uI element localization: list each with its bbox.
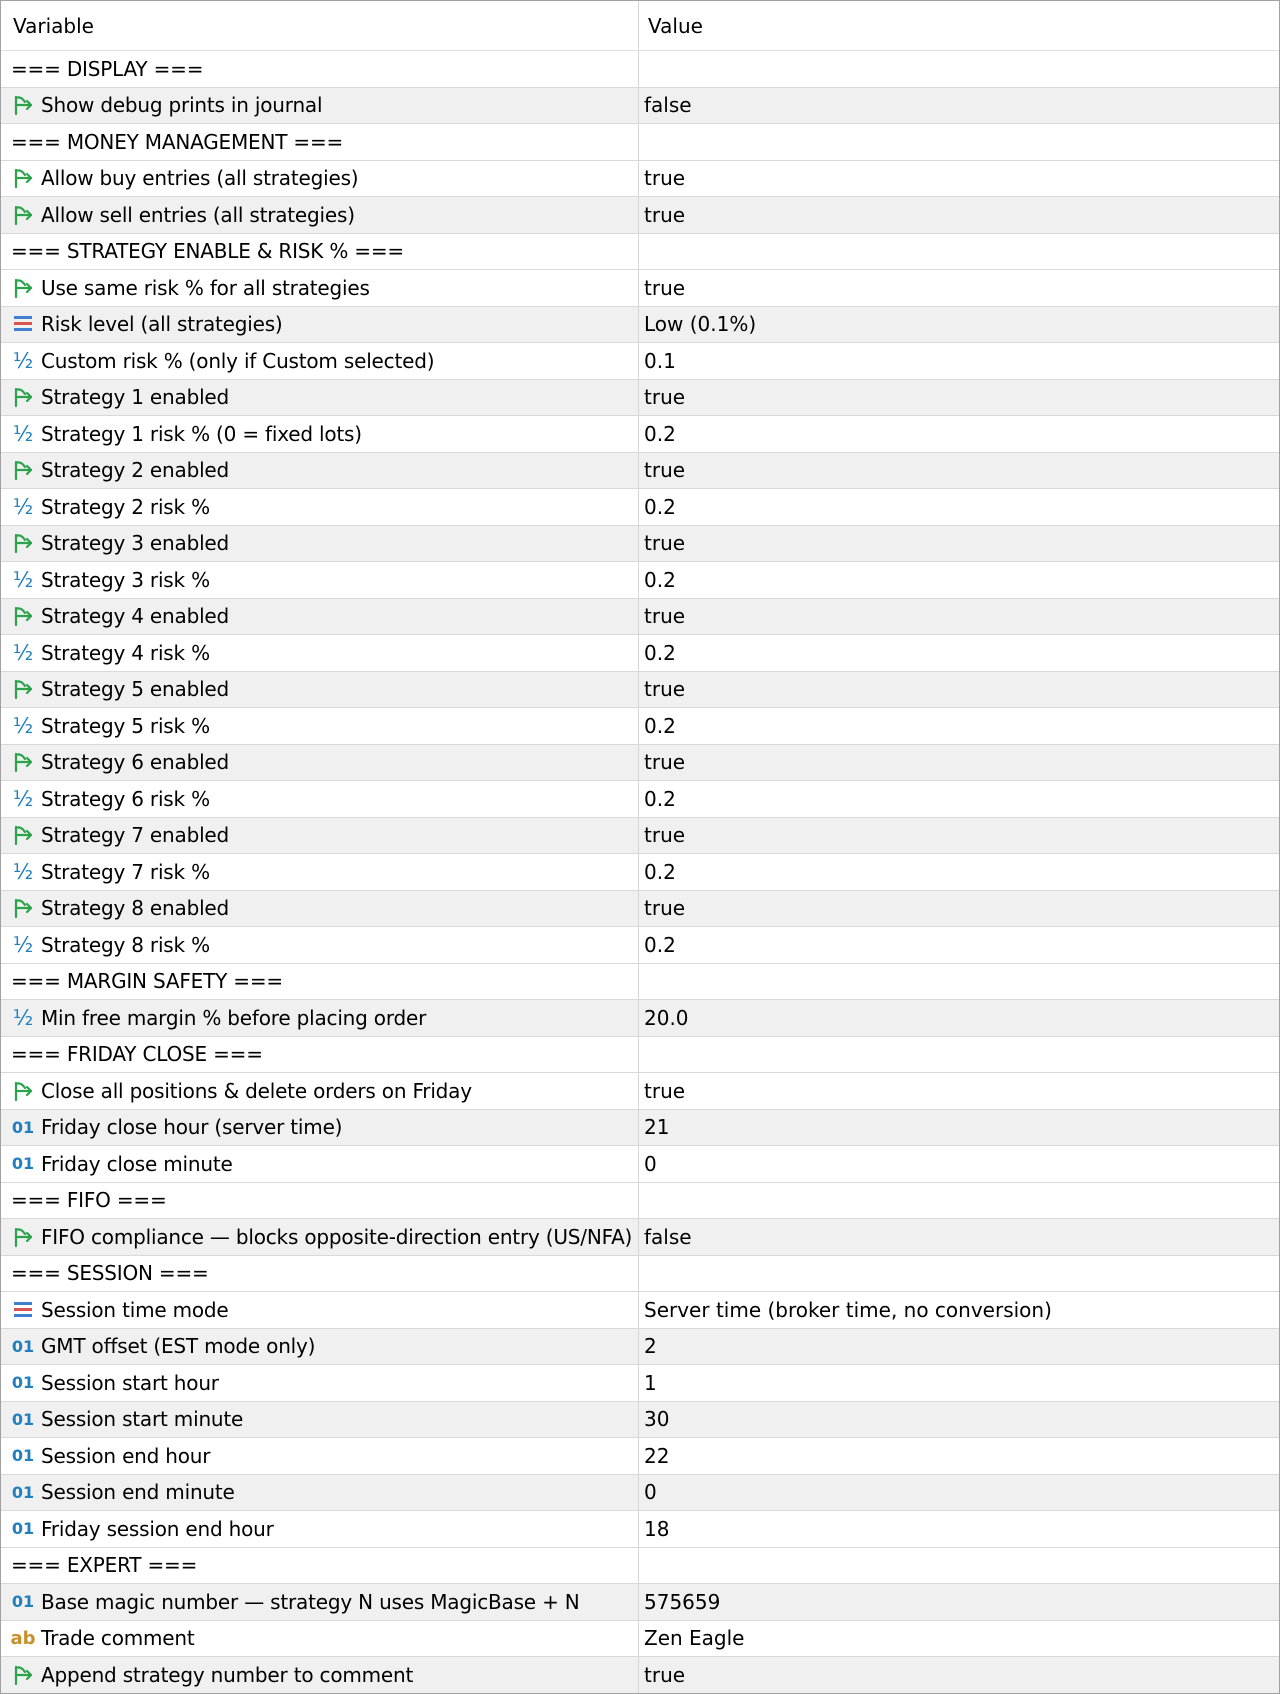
variable-cell bbox=[1, 1183, 639, 1219]
input-row[interactable] bbox=[1, 489, 1279, 526]
column-header-value[interactable]: Value bbox=[648, 13, 703, 38]
input-row[interactable] bbox=[1, 1438, 1279, 1475]
value-cell[interactable]: false bbox=[644, 93, 692, 118]
variable-label: GMT offset (EST mode only) bbox=[41, 1334, 316, 1359]
variable-cell bbox=[1, 562, 639, 598]
variable-cell bbox=[1, 526, 639, 562]
value-cell[interactable]: 575659 bbox=[644, 1589, 721, 1614]
input-row[interactable] bbox=[1, 1329, 1279, 1366]
variable-cell bbox=[1, 1073, 639, 1109]
double-half-icon: ½ bbox=[12, 932, 34, 957]
value-cell[interactable]: true bbox=[644, 604, 686, 629]
value-cell[interactable]: 0.2 bbox=[644, 494, 676, 519]
input-row[interactable] bbox=[1, 1365, 1279, 1402]
value-cell bbox=[639, 1037, 1279, 1073]
variable-label: Strategy 3 risk % bbox=[41, 567, 210, 592]
variable-label: Trade comment bbox=[41, 1626, 195, 1651]
grid-rows bbox=[1, 51, 1279, 1694]
variable-cell bbox=[1, 124, 639, 160]
input-row[interactable] bbox=[1, 1146, 1279, 1183]
double-half-icon: ½ bbox=[12, 494, 34, 519]
variable-cell bbox=[1, 599, 639, 635]
section-label: === MARGIN SAFETY === bbox=[11, 969, 283, 994]
input-row[interactable] bbox=[1, 854, 1279, 891]
variable-label: Risk level (all strategies) bbox=[41, 312, 283, 337]
value-cell[interactable]: false bbox=[644, 1224, 692, 1249]
input-row[interactable] bbox=[1, 197, 1279, 234]
input-row[interactable] bbox=[1, 781, 1279, 818]
input-row[interactable] bbox=[1, 562, 1279, 599]
value-cell[interactable]: true bbox=[644, 202, 686, 227]
value-cell[interactable]: 0 bbox=[644, 1480, 657, 1505]
integer-01-icon: 01 bbox=[11, 1154, 35, 1174]
variable-cell bbox=[1, 891, 639, 927]
value-cell bbox=[639, 124, 1279, 160]
value-cell[interactable]: true bbox=[644, 275, 686, 300]
variable-cell bbox=[1, 51, 639, 87]
value-cell[interactable]: true bbox=[644, 677, 686, 702]
value-cell[interactable]: Zen Eagle bbox=[644, 1626, 745, 1651]
variable-cell bbox=[1, 307, 639, 343]
input-row[interactable] bbox=[1, 307, 1279, 344]
variable-label: Strategy 8 risk % bbox=[41, 932, 210, 957]
value-cell[interactable]: true bbox=[644, 385, 686, 410]
variable-cell bbox=[1, 927, 639, 963]
variable-cell bbox=[1, 1365, 639, 1401]
variable-cell bbox=[1, 197, 639, 233]
input-row[interactable] bbox=[1, 891, 1279, 928]
input-row[interactable] bbox=[1, 88, 1279, 125]
variable-label: Strategy 6 risk % bbox=[41, 786, 210, 811]
value-cell[interactable]: 0.2 bbox=[644, 421, 676, 446]
value-cell bbox=[639, 1256, 1279, 1292]
input-row[interactable] bbox=[1, 708, 1279, 745]
value-cell[interactable]: 1 bbox=[644, 1370, 657, 1395]
variable-cell bbox=[1, 1037, 639, 1073]
variable-label: Custom risk % (only if Custom selected) bbox=[41, 348, 435, 373]
bool-arrow-icon bbox=[11, 93, 35, 117]
variable-label: Strategy 2 enabled bbox=[41, 458, 230, 483]
value-cell[interactable]: true bbox=[644, 458, 686, 483]
value-cell[interactable]: 0.2 bbox=[644, 932, 676, 957]
input-row[interactable] bbox=[1, 599, 1279, 636]
section-row bbox=[1, 124, 1279, 161]
grid-header bbox=[1, 1, 1279, 51]
value-cell[interactable]: 0.2 bbox=[644, 567, 676, 592]
variable-label: Append strategy number to comment bbox=[41, 1662, 414, 1687]
variable-label: Friday session end hour bbox=[41, 1516, 274, 1541]
variable-cell bbox=[1, 1219, 639, 1255]
variable-cell bbox=[1, 1548, 639, 1584]
input-row[interactable] bbox=[1, 1000, 1279, 1037]
value-cell[interactable]: 30 bbox=[644, 1407, 670, 1432]
variable-cell bbox=[1, 745, 639, 781]
value-cell[interactable]: true bbox=[644, 750, 686, 775]
bool-arrow-icon bbox=[11, 677, 35, 701]
value-cell bbox=[639, 1548, 1279, 1584]
section-label: === SESSION === bbox=[11, 1261, 209, 1286]
section-row bbox=[1, 1183, 1279, 1220]
variable-cell bbox=[1, 1584, 639, 1620]
variable-cell bbox=[1, 1511, 639, 1547]
variable-cell bbox=[1, 234, 639, 270]
value-cell bbox=[639, 1183, 1279, 1219]
input-row[interactable] bbox=[1, 1511, 1279, 1548]
variable-cell bbox=[1, 1146, 639, 1182]
double-half-icon: ½ bbox=[12, 1005, 34, 1030]
double-half-icon: ½ bbox=[12, 786, 34, 811]
variable-cell bbox=[1, 1110, 639, 1146]
section-label: === MONEY MANAGEMENT === bbox=[11, 129, 344, 154]
section-row bbox=[1, 964, 1279, 1001]
value-cell[interactable]: 0.2 bbox=[644, 786, 676, 811]
section-row bbox=[1, 1548, 1279, 1585]
variable-label: Session start minute bbox=[41, 1407, 244, 1432]
value-cell[interactable]: true bbox=[644, 1078, 686, 1103]
variable-cell bbox=[1, 1438, 639, 1474]
input-row[interactable] bbox=[1, 1475, 1279, 1512]
variable-cell bbox=[1, 854, 639, 890]
integer-01-icon: 01 bbox=[11, 1373, 35, 1393]
variable-label: Strategy 8 enabled bbox=[41, 896, 230, 921]
section-label: === FRIDAY CLOSE === bbox=[11, 1042, 263, 1067]
variable-label: Strategy 6 enabled bbox=[41, 750, 230, 775]
variable-label: Allow sell entries (all strategies) bbox=[41, 202, 355, 227]
double-half-icon: ½ bbox=[12, 713, 34, 738]
value-cell[interactable]: 0.1 bbox=[644, 348, 676, 373]
variable-label: Close all positions & delete orders on Friday bbox=[41, 1078, 472, 1103]
variable-cell bbox=[1, 1000, 639, 1036]
section-row bbox=[1, 1037, 1279, 1074]
bool-arrow-icon bbox=[11, 823, 35, 847]
variable-label: Strategy 5 risk % bbox=[41, 713, 210, 738]
variable-cell bbox=[1, 489, 639, 525]
bool-arrow-icon bbox=[11, 276, 35, 300]
section-label: === FIFO === bbox=[11, 1188, 167, 1213]
bool-arrow-icon bbox=[11, 166, 35, 190]
variable-cell bbox=[1, 1657, 639, 1693]
value-cell[interactable]: 20.0 bbox=[644, 1005, 689, 1030]
integer-01-icon: 01 bbox=[11, 1446, 35, 1466]
input-row[interactable] bbox=[1, 1219, 1279, 1256]
value-cell[interactable]: 0.2 bbox=[644, 640, 676, 665]
integer-01-icon: 01 bbox=[11, 1409, 35, 1429]
section-label: === EXPERT === bbox=[11, 1553, 198, 1578]
double-half-icon: ½ bbox=[12, 567, 34, 592]
variable-cell bbox=[1, 270, 639, 306]
variable-label: Strategy 7 risk % bbox=[41, 859, 210, 884]
value-cell bbox=[639, 51, 1279, 87]
input-row[interactable] bbox=[1, 1657, 1279, 1694]
value-cell[interactable]: Server time (broker time, no conversion) bbox=[644, 1297, 1052, 1322]
variable-cell bbox=[1, 343, 639, 379]
bool-arrow-icon bbox=[11, 385, 35, 409]
variable-label: Session time mode bbox=[41, 1297, 229, 1322]
variable-label: Strategy 1 enabled bbox=[41, 385, 230, 410]
double-half-icon: ½ bbox=[12, 640, 34, 665]
variable-label: Strategy 1 risk % (0 = fixed lots) bbox=[41, 421, 362, 446]
bool-arrow-icon bbox=[11, 203, 35, 227]
integer-01-icon: 01 bbox=[11, 1592, 35, 1612]
input-row[interactable] bbox=[1, 745, 1279, 782]
variable-label: Friday close hour (server time) bbox=[41, 1115, 343, 1140]
variable-label: Show debug prints in journal bbox=[41, 93, 323, 118]
value-cell[interactable]: Low (0.1%) bbox=[644, 312, 757, 337]
value-cell[interactable]: 0.2 bbox=[644, 859, 676, 884]
value-cell[interactable]: true bbox=[644, 166, 686, 191]
value-cell[interactable]: 18 bbox=[644, 1516, 670, 1541]
variable-label: Strategy 4 enabled bbox=[41, 604, 230, 629]
value-cell[interactable]: true bbox=[644, 823, 686, 848]
value-cell bbox=[639, 964, 1279, 1000]
input-row[interactable] bbox=[1, 270, 1279, 307]
value-cell[interactable]: true bbox=[644, 896, 686, 921]
input-row[interactable] bbox=[1, 526, 1279, 563]
input-row[interactable] bbox=[1, 1292, 1279, 1329]
variable-cell bbox=[1, 708, 639, 744]
variable-label: Session start hour bbox=[41, 1370, 219, 1395]
variable-cell bbox=[1, 635, 639, 671]
double-half-icon: ½ bbox=[12, 421, 34, 446]
value-cell[interactable]: 22 bbox=[644, 1443, 670, 1468]
integer-01-icon: 01 bbox=[11, 1117, 35, 1137]
bool-arrow-icon bbox=[11, 896, 35, 920]
input-row[interactable] bbox=[1, 1584, 1279, 1621]
input-row[interactable] bbox=[1, 635, 1279, 672]
input-row[interactable] bbox=[1, 818, 1279, 855]
section-row bbox=[1, 1256, 1279, 1293]
bool-arrow-icon bbox=[11, 531, 35, 555]
bool-arrow-icon bbox=[11, 1663, 35, 1687]
input-row[interactable] bbox=[1, 380, 1279, 417]
variable-label: Session end minute bbox=[41, 1480, 235, 1505]
variable-label: Min free margin % before placing order bbox=[41, 1005, 427, 1030]
integer-01-icon: 01 bbox=[11, 1519, 35, 1539]
enum-list-icon bbox=[11, 1298, 35, 1322]
input-row[interactable] bbox=[1, 161, 1279, 198]
value-cell[interactable]: 0 bbox=[644, 1151, 657, 1176]
variable-cell bbox=[1, 672, 639, 708]
variable-cell bbox=[1, 781, 639, 817]
input-row[interactable] bbox=[1, 1621, 1279, 1658]
variable-cell bbox=[1, 88, 639, 124]
variable-label: Friday close minute bbox=[41, 1151, 233, 1176]
input-row[interactable] bbox=[1, 453, 1279, 490]
variable-cell bbox=[1, 1256, 639, 1292]
enum-list-icon bbox=[11, 312, 35, 336]
variable-cell bbox=[1, 1621, 639, 1657]
value-cell[interactable]: 21 bbox=[644, 1115, 670, 1140]
variable-cell bbox=[1, 453, 639, 489]
input-row[interactable] bbox=[1, 672, 1279, 709]
input-row[interactable] bbox=[1, 927, 1279, 964]
variable-label: Session end hour bbox=[41, 1443, 211, 1468]
variable-label: Strategy 3 enabled bbox=[41, 531, 230, 556]
integer-01-icon: 01 bbox=[11, 1336, 35, 1356]
input-row[interactable] bbox=[1, 1402, 1279, 1439]
section-row bbox=[1, 234, 1279, 271]
value-cell[interactable]: true bbox=[644, 531, 686, 556]
bool-arrow-icon bbox=[11, 1225, 35, 1249]
bool-arrow-icon bbox=[11, 458, 35, 482]
variable-cell bbox=[1, 416, 639, 452]
variable-cell bbox=[1, 380, 639, 416]
value-cell bbox=[639, 234, 1279, 270]
integer-01-icon: 01 bbox=[11, 1482, 35, 1502]
bool-arrow-icon bbox=[11, 604, 35, 628]
input-row[interactable] bbox=[1, 1073, 1279, 1110]
variable-label: Strategy 5 enabled bbox=[41, 677, 230, 702]
variable-cell bbox=[1, 818, 639, 854]
variable-cell bbox=[1, 1292, 639, 1328]
variable-label: Allow buy entries (all strategies) bbox=[41, 166, 359, 191]
variable-label: Strategy 2 risk % bbox=[41, 494, 210, 519]
variable-label: Strategy 7 enabled bbox=[41, 823, 230, 848]
value-cell[interactable]: true bbox=[644, 1662, 686, 1687]
input-row[interactable] bbox=[1, 343, 1279, 380]
section-label: === DISPLAY === bbox=[11, 56, 204, 81]
double-half-icon: ½ bbox=[12, 348, 34, 373]
bool-arrow-icon bbox=[11, 750, 35, 774]
column-header-variable[interactable]: Variable bbox=[1, 1, 639, 50]
variable-cell bbox=[1, 1402, 639, 1438]
variable-label: FIFO compliance — blocks opposite-direction entry (US/NFA) bbox=[41, 1224, 633, 1249]
variable-cell bbox=[1, 964, 639, 1000]
input-row[interactable] bbox=[1, 416, 1279, 453]
variable-cell bbox=[1, 161, 639, 197]
variable-label: Strategy 4 risk % bbox=[41, 640, 210, 665]
value-cell[interactable]: 2 bbox=[644, 1334, 657, 1359]
double-half-icon: ½ bbox=[12, 859, 34, 884]
section-row bbox=[1, 51, 1279, 88]
variable-label: Base magic number — strategy N uses MagicBase + N bbox=[41, 1589, 580, 1614]
string-ab-icon: ab bbox=[10, 1627, 36, 1649]
variable-label: Use same risk % for all strategies bbox=[41, 275, 370, 300]
variable-cell bbox=[1, 1475, 639, 1511]
bool-arrow-icon bbox=[11, 1079, 35, 1103]
input-row[interactable] bbox=[1, 1110, 1279, 1147]
section-label: === STRATEGY ENABLE & RISK % === bbox=[11, 239, 404, 264]
value-cell[interactable]: 0.2 bbox=[644, 713, 676, 738]
variable-cell bbox=[1, 1329, 639, 1365]
